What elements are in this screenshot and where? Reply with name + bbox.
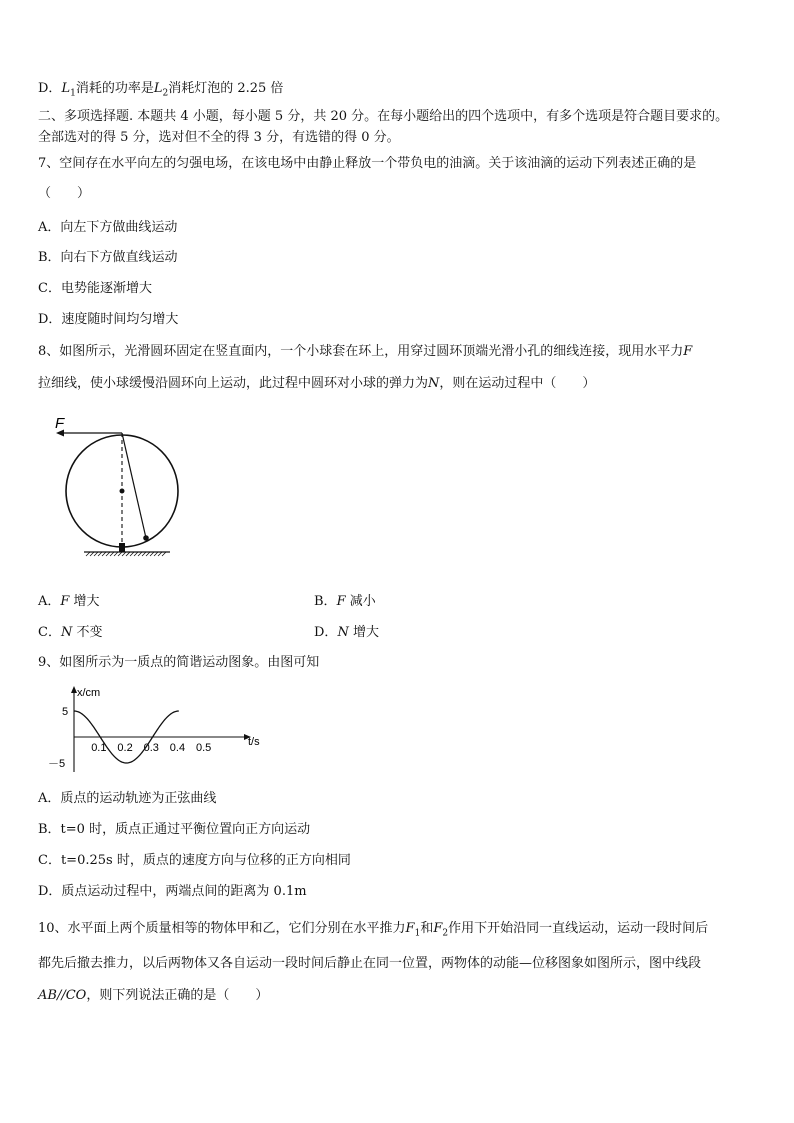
ring-center xyxy=(120,489,125,494)
x-tick-label: 0.2 xyxy=(117,742,133,754)
q7-option-a: A．向左下方做曲线运动 xyxy=(38,220,178,235)
q9-stem: 9、如图所示为一质点的简谐运动图象。由图可知 xyxy=(38,655,320,670)
q9-option-c: C．t=0.25s 时，质点的速度方向与位移的正方向相同 xyxy=(38,853,351,868)
q7-blank: （ ） xyxy=(38,186,91,201)
q9-option-d: D．质点运动过程中，两端点间的距离为 0.1m xyxy=(38,884,307,899)
q7-option-d: D．速度随时间均匀增大 xyxy=(38,312,179,327)
x-tick-label: 0.3 xyxy=(143,742,159,754)
y-tick-label: －5 xyxy=(48,758,66,770)
q8-stem-line2: 拉细线，使小球缓慢沿圆环向上运动，此过程中圆环对小球的弹力为N，则在运动过程中（ ） xyxy=(38,376,596,391)
x-tick-label: 0.4 xyxy=(169,742,186,754)
ring-figure xyxy=(50,410,190,560)
prev-question-option-d: D．$L_1$消耗的功率是$L_2$消耗灯泡的 2.25 倍 xyxy=(38,81,284,99)
x-tick-label: 0.1 xyxy=(91,742,107,754)
y-tick-label: 5 xyxy=(62,706,69,718)
q7-stem: 7、空间存在水平向左的匀强电场，在该电场中由静止释放一个带负电的油滴。关于该油滴的运动下列表述正确的是 xyxy=(38,156,697,171)
q8-option-d: D．N 增大 xyxy=(314,625,379,640)
force-label: F xyxy=(55,415,65,432)
string xyxy=(122,433,146,538)
ring-support xyxy=(119,543,125,552)
x-tick-label: 0.5 xyxy=(196,742,212,754)
shm-chart xyxy=(40,684,280,776)
section-header-line1: 二、多项选择题. 本题共 4 小题，每小题 5 分，共 20 分。在每小题给出的四个选项中，有多个选项是符合题目要求的。 xyxy=(38,109,729,124)
q8-stem-line1: 8、如图所示，光滑圆环固定在竖直面内，一个小球套在环上，用穿过圆环顶端光滑小孔的细线连接，现用水平力F xyxy=(38,344,693,359)
q7-option-c: C．电势能逐渐增大 xyxy=(38,281,152,296)
q8-option-a: A．F 增大 xyxy=(38,594,100,609)
q9-option-b: B．t=0 时，质点正通过平衡位置向正方向运动 xyxy=(38,822,311,837)
q10-stem-line3: AB//CO，则下列说法正确的是（ ） xyxy=(38,988,269,1003)
q7-option-b: B．向右下方做直线运动 xyxy=(38,250,178,265)
x-axis-label: t/s xyxy=(248,736,260,748)
ball xyxy=(143,535,149,541)
q8-option-c: C．N 不变 xyxy=(38,625,103,640)
section-header-line2: 全部选对的得 5 分，选对但不全的得 3 分，有选错的得 0 分。 xyxy=(38,130,400,145)
q10-stem-line2: 都先后撤去推力，以后两物体又各自运动一段时间后静止在同一位置，两物体的动能—位移图象如图所示，图中线段 xyxy=(38,956,702,971)
y-axis-label: x/cm xyxy=(77,687,101,699)
q10-stem-line1: 10、水平面上两个质量相等的物体甲和乙，它们分别在水平推力$F_1$和$F_2$作用下开始沿同一直线运动，运动一段时间后 xyxy=(38,921,709,939)
q8-option-b: B．F 减小 xyxy=(314,594,376,609)
q9-option-a: A．质点的运动轨迹为正弦曲线 xyxy=(38,791,217,806)
